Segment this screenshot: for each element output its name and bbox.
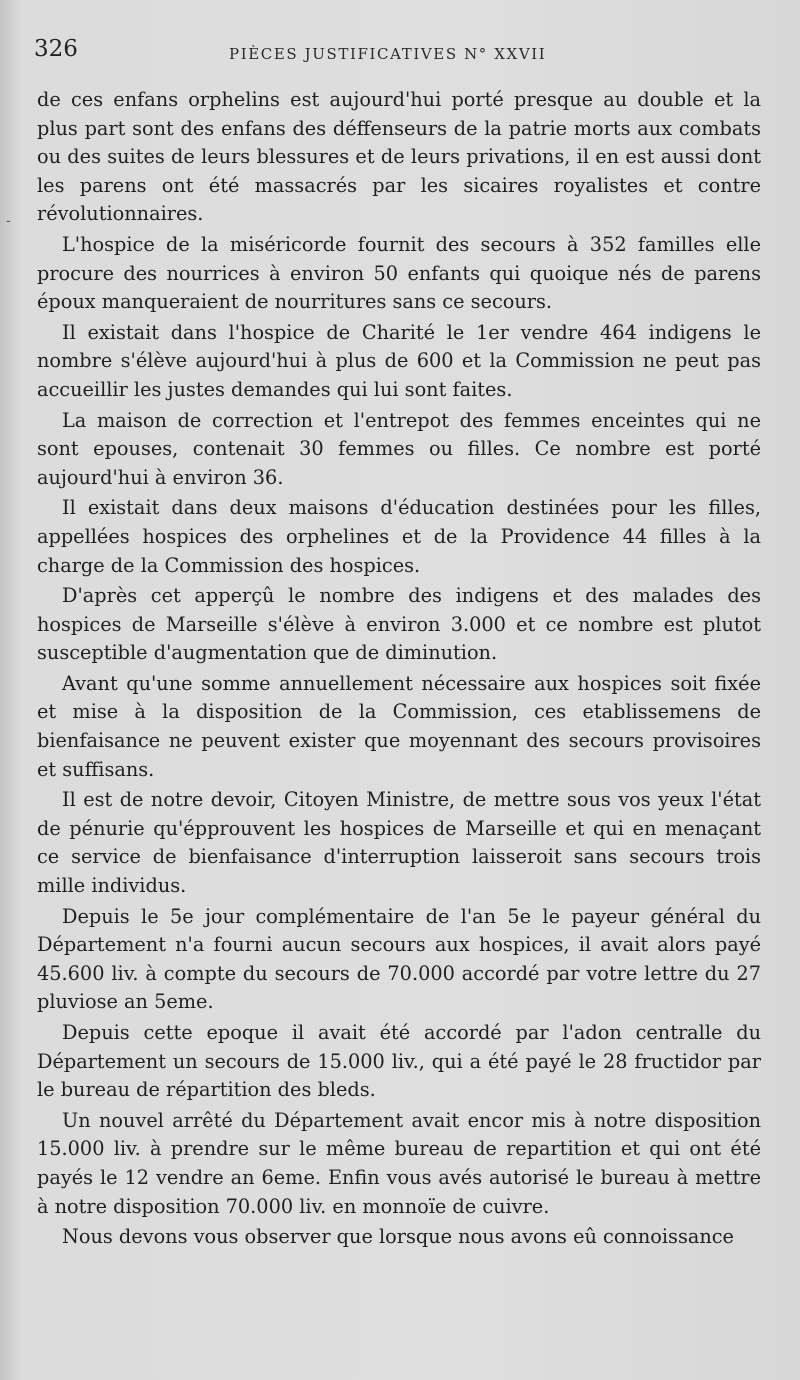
- paragraph: Il existait dans l'hospice de Charité le 1er vendre 464 indigens le nombre s'élève aujourd'hui à plus de 600 et la Commission ne peut pas accueillir les justes demandes qui lui sont faites.: [37, 320, 761, 401]
- paragraph: Avant qu'une somme annuellement nécessaire aux hospices soit fixée et mise à la disposition de la Commission, ces etablissemens de bienfaisance ne peuvent exister que moyennant des secours provisoires et suffisans.: [37, 671, 761, 781]
- paragraph: L'hospice de la miséricorde fournit des secours à 352 familles elle procure des nourrices à environ 50 enfants qui quoique nés de parens époux manqueraient de nourritures sans ce secours.: [37, 232, 761, 314]
- paragraph: Depuis le 5e jour complémentaire de l'an 5e le payeur général du Département n'a fourni aucun secours aux hospices, il avait alors payé 45.600 liv. à compte du secours de 70.000 accordé par votre lettre du 27 pluviose an 5eme.: [37, 904, 761, 1014]
- running-title: PIÈCES JUSTIFICATIVES N° XXVII: [229, 45, 547, 63]
- body-text: [37, 86, 761, 1254]
- margin-mark: -: [6, 213, 11, 229]
- page-header: [34, 36, 769, 76]
- paragraph: Nous devons vous observer que lorsque nous avons eû connoissance: [62, 1225, 734, 1249]
- paragraph: Un nouvel arrêté du Département avait encor mis à notre disposition 15.000 liv. à prendre sur le même bureau de repartition et qui ont été payés le 12 vendre an 6eme. Enfin vous avés autorisé le bureau à mettre à notre disposition 70.000 liv. en monnoïe de cuivre.: [37, 1108, 761, 1218]
- paragraph: Il existait dans deux maisons d'éducation destinées pour les filles, appellées hospices des orphelines et de la Providence 44 filles à la charge de la Commission des hospices.: [37, 496, 761, 577]
- paragraph: D'après cet apperçû le nombre des indigens et des malades des hospices de Marseille s'élève à environ 3.000 et ce nombre est plutot susceptible d'augmentation que de diminution.: [37, 584, 761, 665]
- paragraph: Il est de notre devoir, Citoyen Ministre, de mettre sous vos yeux l'état de pénurie qu'épprouvent les hospices de Marseille et qui en menaçant ce service de bienfaisance d'interruption laisseroit sans secours trois mille individus.: [37, 788, 761, 898]
- paragraph: Depuis cette epoque il avait été accordé par l'adon centralle du Département un secours de 15.000 liv., qui a été payé le 28 fructidor par le bureau de répartition des bleds.: [37, 1021, 761, 1102]
- paragraph: La maison de correction et l'entrepot des femmes enceintes qui ne sont epouses, contenait 30 femmes ou filles. Ce nombre est porté aujourd'hui à environ 36.: [37, 408, 761, 489]
- paragraph: de ces enfans orphelins est aujourd'hui porté presque au double et la plus part sont des enfans des déffenseurs de la patrie morts aux combats ou des suites de leurs blessures et de leurs privations, il en est aussi dont les parens ont été massacrés par les sicaires royalistes et contre révolutionnaires.: [37, 88, 761, 226]
- page-number: 326: [34, 36, 78, 62]
